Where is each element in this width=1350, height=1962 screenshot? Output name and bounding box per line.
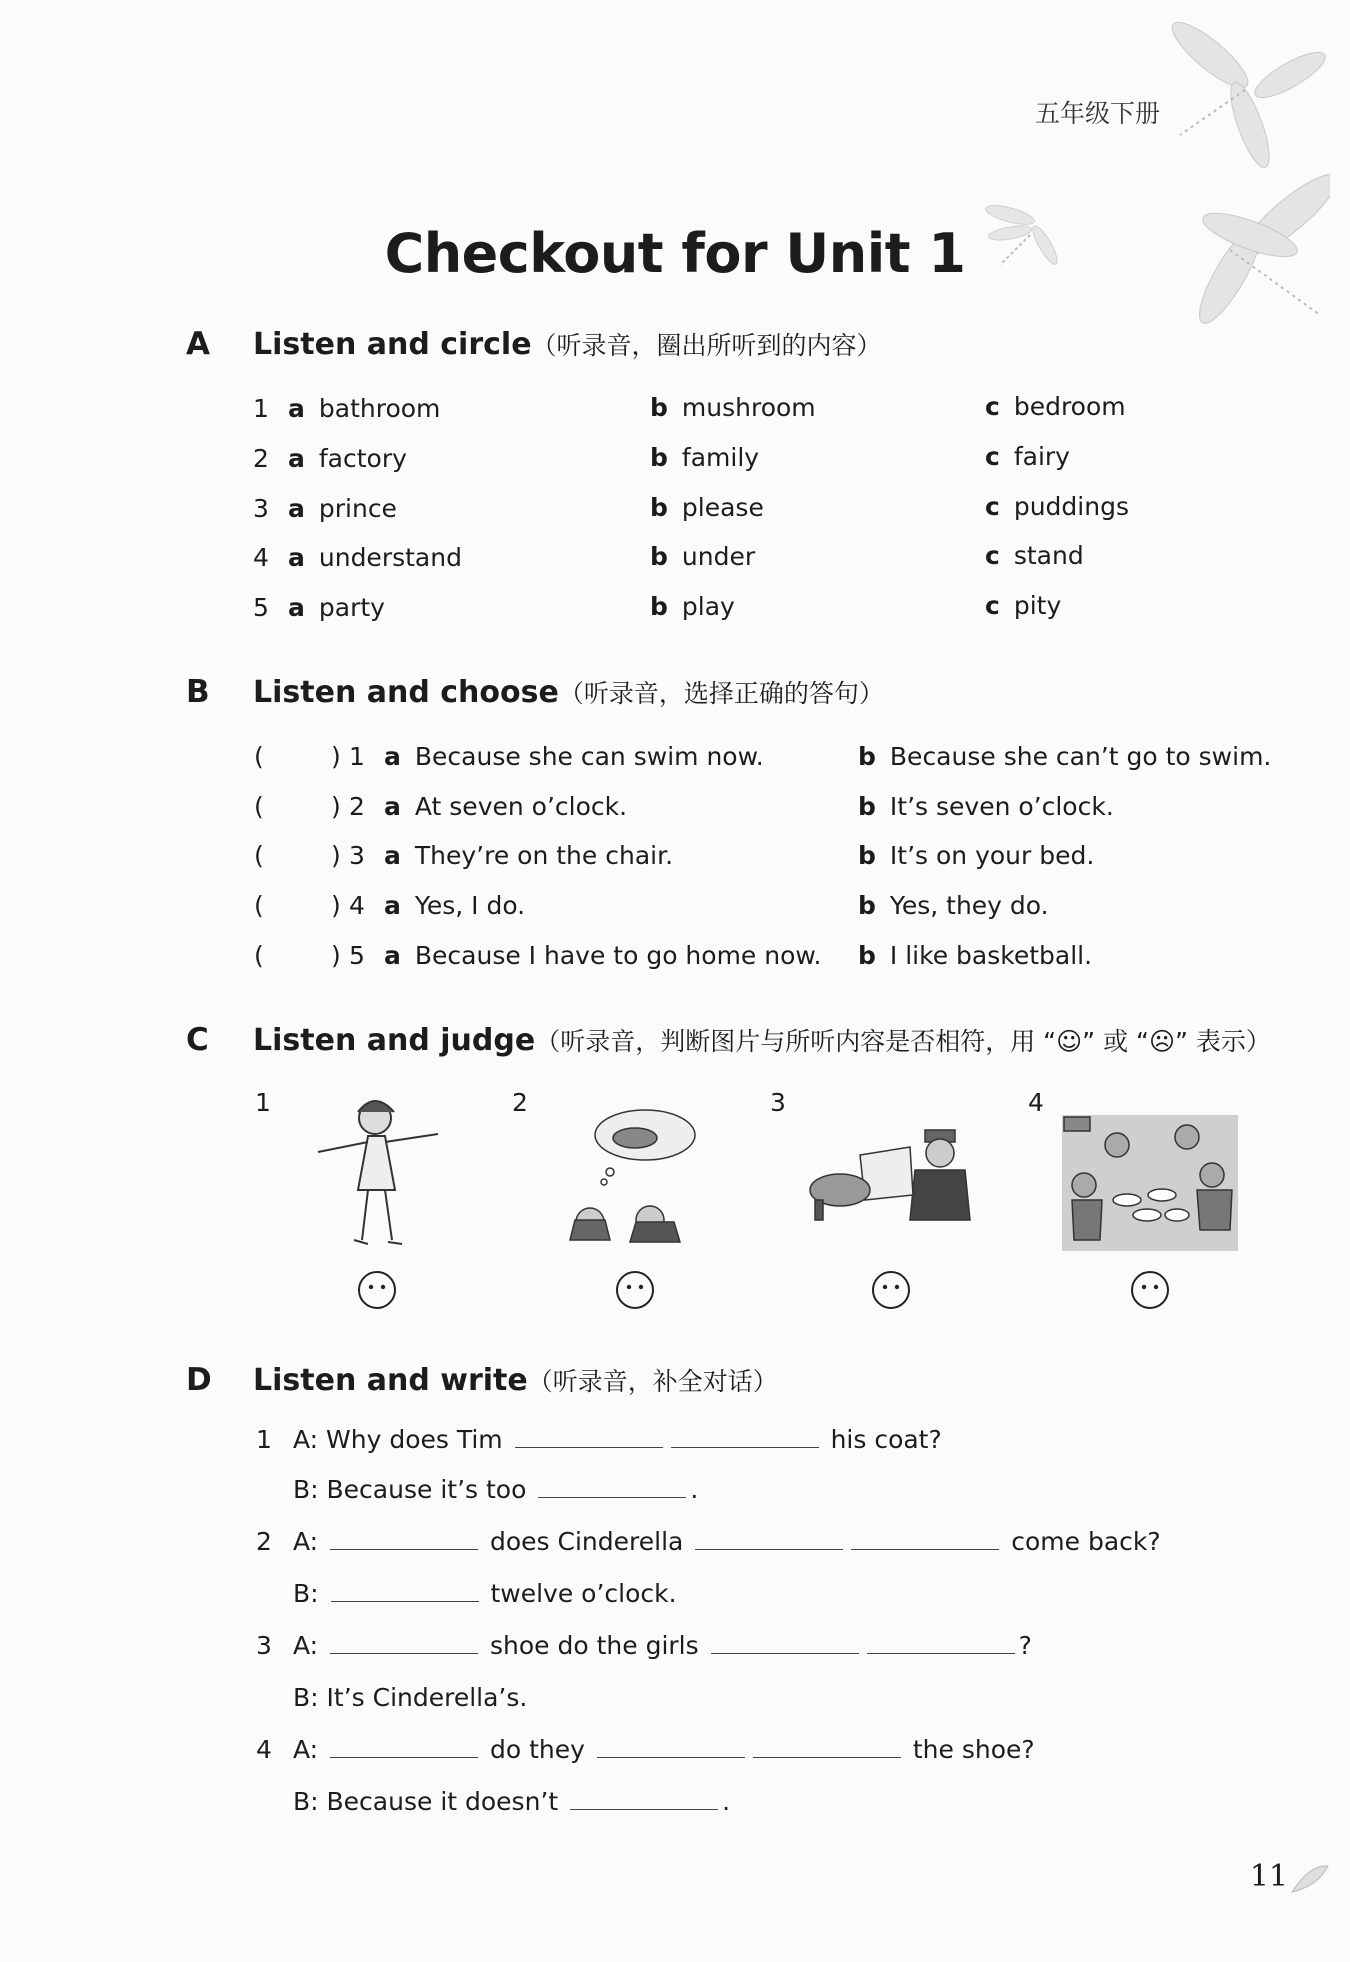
smiley-icon[interactable]	[357, 1270, 397, 1310]
section-d-instruction: （听录音，补全对话）	[527, 1367, 778, 1396]
answer-blank[interactable]	[671, 1425, 819, 1448]
option-a[interactable]: a Yes, I do.	[384, 891, 526, 920]
option-b[interactable]: b Yes, they do.	[858, 891, 1049, 920]
option-a[interactable]: a Because she can swim now.	[384, 742, 764, 771]
picture-picnic-illustration	[1062, 1115, 1238, 1251]
answer-slot[interactable]: )	[331, 941, 341, 970]
option-a[interactable]: a understand	[288, 543, 462, 572]
option-b[interactable]: b It’s seven o’clock.	[858, 792, 1114, 821]
answer-blank[interactable]	[538, 1475, 686, 1498]
section-d-title: Listen and write	[253, 1363, 528, 1398]
answer-blank[interactable]	[330, 1631, 478, 1654]
leaf-icon	[1290, 1862, 1330, 1894]
option-a[interactable]: a At seven o’clock.	[384, 792, 628, 821]
section-a-heading	[253, 326, 882, 362]
section-b-heading	[253, 674, 884, 710]
dialogue-line-a: A: Why does Tim his coat?	[293, 1425, 942, 1454]
answer-blank[interactable]	[330, 1527, 478, 1550]
answer-blank[interactable]	[695, 1527, 843, 1550]
section-a-instruction: （听录音，圈出所听到的内容）	[531, 331, 882, 360]
option-a[interactable]: a They’re on the chair.	[384, 841, 674, 870]
answer-blank[interactable]	[331, 1579, 479, 1602]
section-d-letter: D	[186, 1362, 212, 1398]
page-number: 11	[1249, 1859, 1288, 1894]
answer-blank[interactable]	[330, 1735, 478, 1758]
section-c-instruction: （听录音，判断图片与所听内容是否相符，用 “☺” 或 “☹” 表示）	[535, 1027, 1271, 1056]
answer-slot[interactable]: )	[331, 742, 341, 771]
section-a-letter: A	[186, 326, 210, 362]
option-b[interactable]: b I like basketball.	[858, 941, 1093, 970]
dialogue-line-b: B: Because it’s too .	[293, 1475, 699, 1504]
dialogue-line-b: B: twelve o’clock.	[293, 1579, 677, 1608]
option-b[interactable]: b It’s on your bed.	[858, 841, 1095, 870]
option-b[interactable]: b mushroom	[650, 393, 816, 422]
answer-blank[interactable]	[867, 1631, 1015, 1654]
section-b-instruction: （听录音，选择正确的答句）	[558, 679, 884, 708]
smiley-icon[interactable]	[1130, 1270, 1170, 1310]
dialogue-line-a: A: shoe do the girls ?	[293, 1631, 1032, 1660]
answer-blank[interactable]	[515, 1425, 663, 1448]
section-c-title: Listen and judge	[253, 1023, 536, 1058]
dragonfly-icon	[1150, 15, 1330, 345]
section-c-letter: C	[186, 1022, 209, 1058]
answer-blank[interactable]	[711, 1631, 859, 1654]
section-d-heading	[253, 1362, 778, 1398]
option-b[interactable]: b family	[650, 443, 760, 472]
page-title: Checkout for Unit 1	[384, 222, 966, 285]
option-c[interactable]: c fairy	[985, 442, 1070, 471]
section-a-title: Listen and circle	[253, 327, 532, 362]
header-grade: 五年级下册	[1034, 99, 1160, 128]
smiley-icon[interactable]	[615, 1270, 655, 1310]
option-c[interactable]: c stand	[985, 541, 1084, 570]
picture-kids-thinking-illustration	[550, 1100, 700, 1250]
answer-slot[interactable]: )	[331, 891, 341, 920]
section-b-title: Listen and choose	[253, 675, 559, 710]
dialogue-line-b: B: It’s Cinderella’s.	[293, 1683, 528, 1712]
picture-number: 2	[512, 1088, 528, 1117]
dialogue-line-b: B: Because it doesn’t .	[293, 1787, 731, 1816]
option-a[interactable]: a factory	[288, 444, 407, 473]
answer-blank[interactable]	[597, 1735, 745, 1758]
option-b[interactable]: b under	[650, 542, 756, 571]
option-b[interactable]: b play	[650, 592, 735, 621]
picture-number: 4	[1028, 1088, 1044, 1117]
option-a[interactable]: a party	[288, 593, 385, 622]
option-b[interactable]: b Because she can’t go to swim.	[858, 742, 1272, 771]
picture-reading-illustration	[805, 1125, 980, 1235]
smiley-icon[interactable]	[871, 1270, 911, 1310]
dialogue-line-a: A: does Cinderella come back?	[293, 1527, 1161, 1556]
option-a[interactable]: a Because I have to go home now.	[384, 941, 822, 970]
answer-slot[interactable]: )	[331, 841, 341, 870]
picture-girl-illustration	[310, 1090, 445, 1250]
option-c[interactable]: c puddings	[985, 492, 1129, 521]
dialogue-line-a: A: do they the shoe?	[293, 1735, 1035, 1764]
answer-blank[interactable]	[753, 1735, 901, 1758]
answer-slot[interactable]: )	[331, 792, 341, 821]
option-a[interactable]: a prince	[288, 494, 397, 523]
answer-blank[interactable]	[851, 1527, 999, 1550]
picture-number: 3	[770, 1088, 786, 1117]
option-a[interactable]: a bathroom	[288, 394, 441, 423]
picture-number: 1	[255, 1088, 271, 1117]
option-c[interactable]: c bedroom	[985, 392, 1126, 421]
option-c[interactable]: c pity	[985, 591, 1062, 620]
option-b[interactable]: b please	[650, 493, 764, 522]
section-b-letter: B	[186, 674, 210, 710]
answer-blank[interactable]	[570, 1787, 718, 1810]
section-c-heading	[253, 1022, 1271, 1058]
